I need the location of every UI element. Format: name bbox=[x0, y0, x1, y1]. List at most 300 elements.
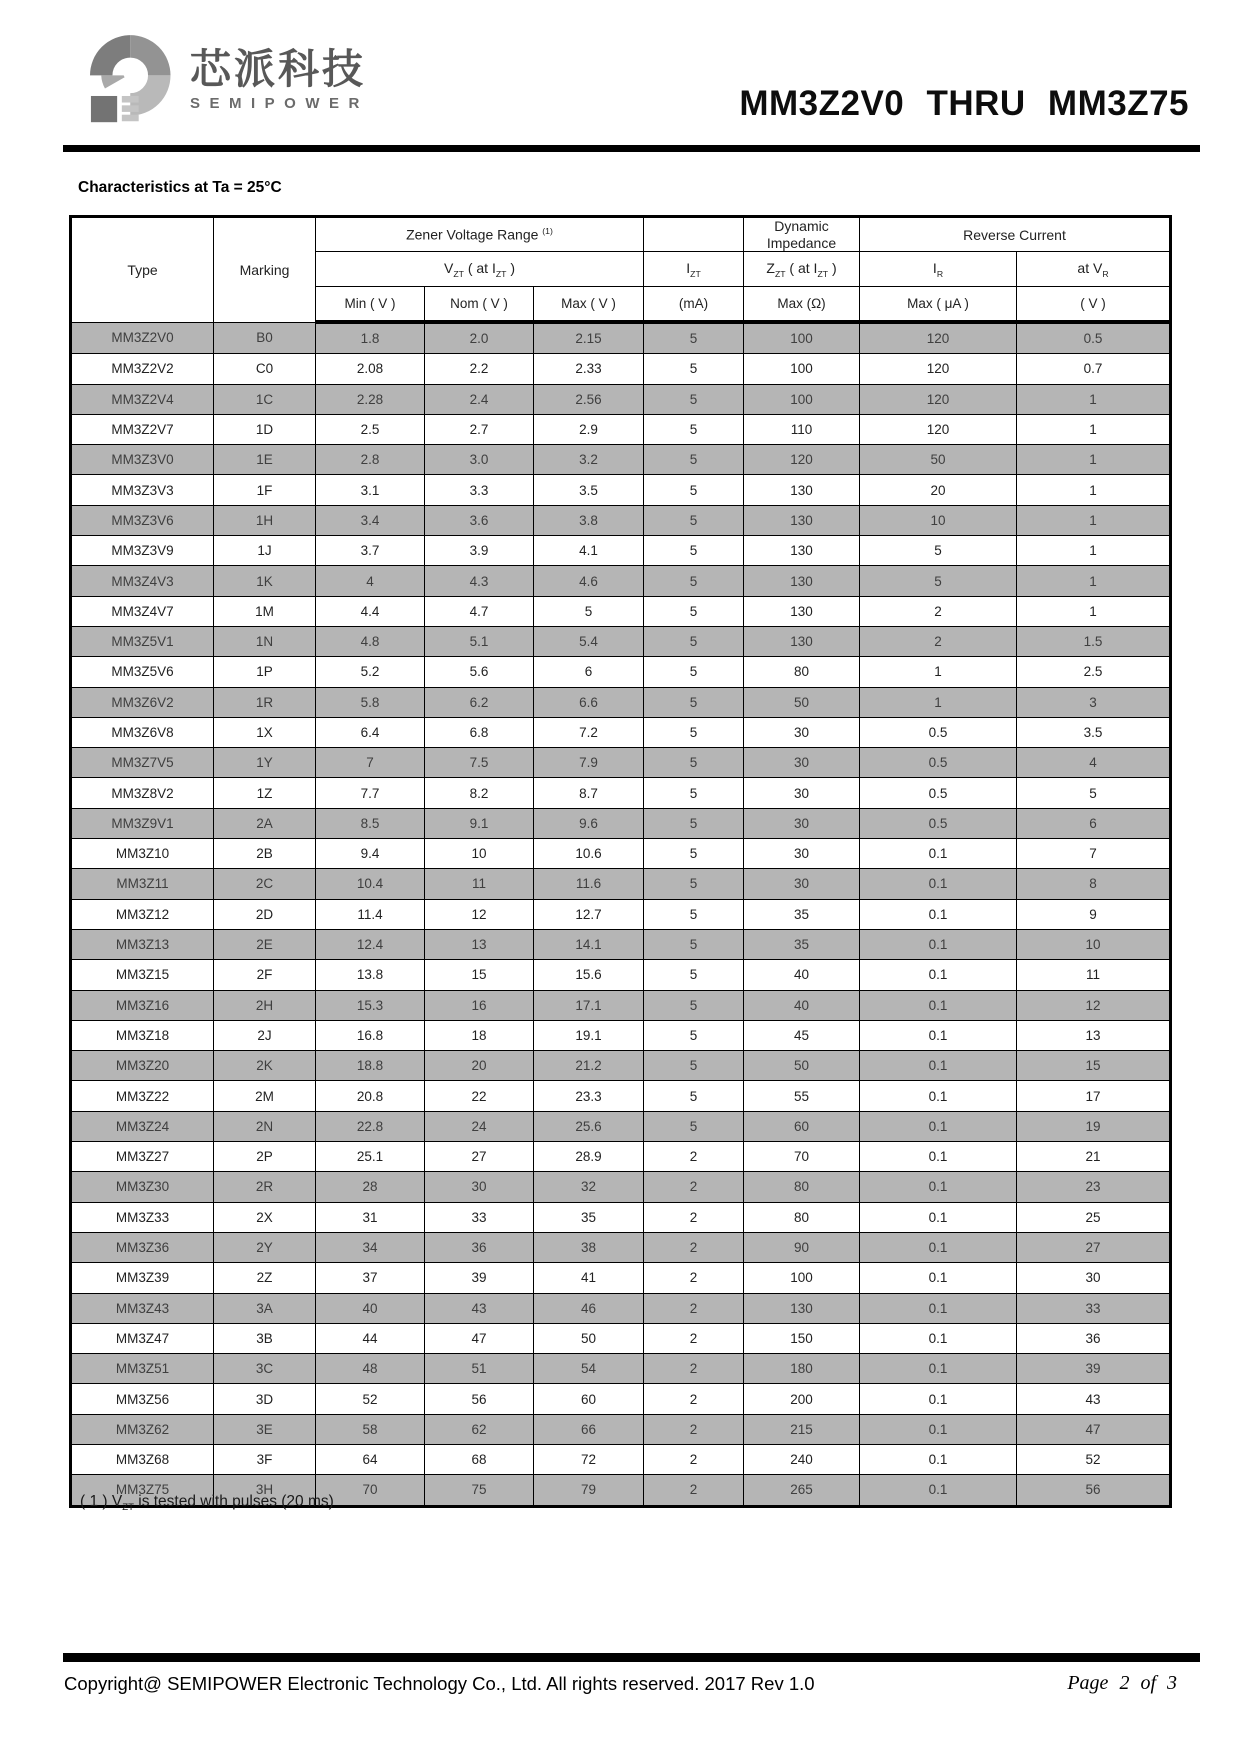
table-cell: 1D bbox=[214, 414, 316, 444]
table-cell: 10 bbox=[860, 505, 1017, 535]
table-cell: 5 bbox=[644, 687, 744, 717]
table-cell: 2.5 bbox=[316, 414, 425, 444]
table-cell: 70 bbox=[316, 1475, 425, 1506]
table-cell: 23.3 bbox=[534, 1081, 644, 1111]
table-cell: 0.5 bbox=[1017, 322, 1171, 354]
header-izt: $I_{ZT}$ bbox=[644, 252, 744, 287]
table-cell: 0.1 bbox=[860, 1051, 1017, 1081]
table-cell: 21.2 bbox=[534, 1051, 644, 1081]
table-cell: 3.4 bbox=[316, 505, 425, 535]
table-cell: 56 bbox=[1017, 1475, 1171, 1506]
table-cell: 30 bbox=[744, 748, 860, 778]
table-cell: MM3Z2V7 bbox=[71, 414, 214, 444]
table-row bbox=[71, 1263, 1171, 1293]
table-cell: 3.5 bbox=[1017, 717, 1171, 747]
table-row bbox=[71, 778, 1171, 808]
table-cell: 2X bbox=[214, 1202, 316, 1232]
table-cell: 5 bbox=[534, 596, 644, 626]
table-cell: 3C bbox=[214, 1354, 316, 1384]
table-cell: 38 bbox=[534, 1232, 644, 1262]
table-cell: 5 bbox=[644, 384, 744, 414]
table-cell: 120 bbox=[860, 414, 1017, 444]
table-cell: MM3Z4V3 bbox=[71, 566, 214, 596]
header-spacer-cell bbox=[644, 217, 744, 252]
table-cell: 2 bbox=[644, 1354, 744, 1384]
table-cell: 9.4 bbox=[316, 839, 425, 869]
table-cell: 0.7 bbox=[1017, 354, 1171, 384]
semipower-logo-icon bbox=[90, 34, 178, 128]
table-row bbox=[71, 1142, 1171, 1172]
table-cell: 3.3 bbox=[425, 475, 534, 505]
table-cell: 0.1 bbox=[860, 1202, 1017, 1232]
table-cell: 5 bbox=[644, 869, 744, 899]
table-cell: 5 bbox=[644, 929, 744, 959]
table-cell: 47 bbox=[425, 1323, 534, 1353]
table-cell: 2R bbox=[214, 1172, 316, 1202]
table-cell: MM3Z12 bbox=[71, 899, 214, 929]
table-cell: 27 bbox=[1017, 1232, 1171, 1262]
table-cell: 2Y bbox=[214, 1232, 316, 1262]
table-cell: 4.3 bbox=[425, 566, 534, 596]
table-cell: 0.1 bbox=[860, 990, 1017, 1020]
table-row bbox=[71, 1081, 1171, 1111]
table-cell: MM3Z3V6 bbox=[71, 505, 214, 535]
table-cell: 5 bbox=[644, 839, 744, 869]
table-cell: 3F bbox=[214, 1444, 316, 1474]
table-cell: MM3Z33 bbox=[71, 1202, 214, 1232]
table-cell: MM3Z2V4 bbox=[71, 384, 214, 414]
table-cell: 200 bbox=[744, 1384, 860, 1414]
table-row bbox=[71, 1232, 1171, 1262]
table-cell: 33 bbox=[425, 1202, 534, 1232]
table-cell: 19 bbox=[1017, 1111, 1171, 1141]
table-cell: 5.1 bbox=[425, 626, 534, 656]
table-cell: 0.1 bbox=[860, 1020, 1017, 1050]
table-cell: 265 bbox=[744, 1475, 860, 1506]
table-cell: 4 bbox=[1017, 748, 1171, 778]
table-cell: 2.4 bbox=[425, 384, 534, 414]
table-cell: MM3Z27 bbox=[71, 1142, 214, 1172]
table-cell: 47 bbox=[1017, 1414, 1171, 1444]
table-cell: 32 bbox=[534, 1172, 644, 1202]
table-cell: 6.6 bbox=[534, 687, 644, 717]
table-cell: 27 bbox=[425, 1142, 534, 1172]
table-cell: 15.6 bbox=[534, 960, 644, 990]
table-cell: 1 bbox=[1017, 596, 1171, 626]
table-cell: 2.0 bbox=[425, 322, 534, 354]
table-cell: 5 bbox=[644, 717, 744, 747]
table-cell: 2 bbox=[644, 1172, 744, 1202]
table-cell: 5.4 bbox=[534, 626, 644, 656]
table-cell: 2P bbox=[214, 1142, 316, 1172]
table-cell: 1H bbox=[214, 505, 316, 535]
table-cell: 1 bbox=[1017, 475, 1171, 505]
table-cell: 6.2 bbox=[425, 687, 534, 717]
table-cell: 5 bbox=[644, 445, 744, 475]
table-row bbox=[71, 1323, 1171, 1353]
table-cell: MM3Z20 bbox=[71, 1051, 214, 1081]
table-cell: 120 bbox=[860, 384, 1017, 414]
table-cell: MM3Z10 bbox=[71, 839, 214, 869]
table-cell: 30 bbox=[744, 778, 860, 808]
table-cell: 5 bbox=[644, 505, 744, 535]
document-title: MM3Z2V0 THRU MM3Z75 bbox=[739, 84, 1189, 123]
table-cell: 4.1 bbox=[534, 536, 644, 566]
table-cell: 5 bbox=[644, 626, 744, 656]
table-cell: 13 bbox=[425, 929, 534, 959]
table-cell: 17.1 bbox=[534, 990, 644, 1020]
table-cell: 2N bbox=[214, 1111, 316, 1141]
table-cell: 24 bbox=[425, 1111, 534, 1141]
header-ir: $I_R$ bbox=[860, 252, 1017, 287]
table-cell: MM3Z18 bbox=[71, 1020, 214, 1050]
table-cell: MM3Z9V1 bbox=[71, 808, 214, 838]
table-cell: 2 bbox=[644, 1232, 744, 1262]
table-cell: 37 bbox=[316, 1263, 425, 1293]
table-row bbox=[71, 536, 1171, 566]
table-cell: 6.8 bbox=[425, 717, 534, 747]
table-cell: MM3Z5V6 bbox=[71, 657, 214, 687]
table-cell: 45 bbox=[744, 1020, 860, 1050]
table-cell: 25.6 bbox=[534, 1111, 644, 1141]
table-cell: 3B bbox=[214, 1323, 316, 1353]
table-cell: 0.1 bbox=[860, 1081, 1017, 1111]
table-cell: 30 bbox=[425, 1172, 534, 1202]
table-cell: 2 bbox=[860, 596, 1017, 626]
table-cell: 5 bbox=[644, 1020, 744, 1050]
table-row bbox=[71, 1293, 1171, 1323]
table-cell: 2M bbox=[214, 1081, 316, 1111]
table-cell: 2H bbox=[214, 990, 316, 1020]
table-row bbox=[71, 1051, 1171, 1081]
characteristics-table bbox=[69, 215, 1172, 1508]
table-cell: 35 bbox=[534, 1202, 644, 1232]
table-row bbox=[71, 414, 1171, 444]
table-cell: 34 bbox=[316, 1232, 425, 1262]
table-cell: 8.7 bbox=[534, 778, 644, 808]
table-cell: 75 bbox=[425, 1475, 534, 1506]
table-cell: 0.1 bbox=[860, 1323, 1017, 1353]
table-cell: 1N bbox=[214, 626, 316, 656]
table-cell: 4.8 bbox=[316, 626, 425, 656]
table-cell: 1Z bbox=[214, 778, 316, 808]
table-cell: 2J bbox=[214, 1020, 316, 1050]
table-cell: 11.6 bbox=[534, 869, 644, 899]
table-cell: MM3Z24 bbox=[71, 1111, 214, 1141]
table-cell: 9.1 bbox=[425, 808, 534, 838]
table-cell: 9.6 bbox=[534, 808, 644, 838]
table-cell: 39 bbox=[425, 1263, 534, 1293]
table-row bbox=[71, 626, 1171, 656]
table-cell: 2D bbox=[214, 899, 316, 929]
table-cell: 1Y bbox=[214, 748, 316, 778]
table-cell: 43 bbox=[1017, 1384, 1171, 1414]
table-row bbox=[71, 1444, 1171, 1474]
table-cell: 15 bbox=[425, 960, 534, 990]
table-cell: 6.4 bbox=[316, 717, 425, 747]
table-row bbox=[71, 839, 1171, 869]
table-cell: 2B bbox=[214, 839, 316, 869]
table-cell: 9 bbox=[1017, 899, 1171, 929]
table-cell: B0 bbox=[214, 322, 316, 354]
table-cell: MM3Z3V3 bbox=[71, 475, 214, 505]
table-cell: 3 bbox=[1017, 687, 1171, 717]
logo-english-name: SEMIPOWER bbox=[190, 95, 369, 113]
table-cell: 5 bbox=[644, 1051, 744, 1081]
table-cell: 2E bbox=[214, 929, 316, 959]
table-cell: 2.8 bbox=[316, 445, 425, 475]
table-cell: 0.1 bbox=[860, 869, 1017, 899]
table-cell: 2.08 bbox=[316, 354, 425, 384]
table-cell: 2K bbox=[214, 1051, 316, 1081]
table-cell: 3.5 bbox=[534, 475, 644, 505]
table-cell: 0.1 bbox=[860, 1232, 1017, 1262]
table-cell: 0.5 bbox=[860, 778, 1017, 808]
table-cell: 4.7 bbox=[425, 596, 534, 626]
table-cell: 1J bbox=[214, 536, 316, 566]
table-cell: 110 bbox=[744, 414, 860, 444]
table-cell: 80 bbox=[744, 1202, 860, 1232]
table-row bbox=[71, 1354, 1171, 1384]
table-cell: 16 bbox=[425, 990, 534, 1020]
table-cell: 35 bbox=[744, 899, 860, 929]
table-cell: 1E bbox=[214, 445, 316, 475]
table-cell: 2Z bbox=[214, 1263, 316, 1293]
table-cell: 240 bbox=[744, 1444, 860, 1474]
table-cell: MM3Z43 bbox=[71, 1293, 214, 1323]
table-cell: MM3Z36 bbox=[71, 1232, 214, 1262]
table-cell: 3.8 bbox=[534, 505, 644, 535]
table-cell: MM3Z39 bbox=[71, 1263, 214, 1293]
table-cell: 215 bbox=[744, 1414, 860, 1444]
table-cell: 130 bbox=[744, 475, 860, 505]
table-cell: 36 bbox=[425, 1232, 534, 1262]
table-cell: 100 bbox=[744, 322, 860, 354]
table-cell: 18 bbox=[425, 1020, 534, 1050]
table-row bbox=[71, 1414, 1171, 1444]
table-cell: 55 bbox=[744, 1081, 860, 1111]
table-cell: 0.1 bbox=[860, 899, 1017, 929]
table-cell: 130 bbox=[744, 596, 860, 626]
table-cell: 52 bbox=[316, 1384, 425, 1414]
table-cell: 1F bbox=[214, 475, 316, 505]
table-cell: 5 bbox=[644, 596, 744, 626]
table-cell: 3.2 bbox=[534, 445, 644, 475]
table-cell: 120 bbox=[744, 445, 860, 475]
table-cell: 5 bbox=[644, 778, 744, 808]
table-cell: 1 bbox=[1017, 384, 1171, 414]
table-cell: 40 bbox=[316, 1293, 425, 1323]
table-cell: MM3Z68 bbox=[71, 1444, 214, 1474]
table-cell: MM3Z3V9 bbox=[71, 536, 214, 566]
header-vzt: $V_{ZT}$ ( at $I_{ZT}$ ) bbox=[316, 252, 644, 287]
table-cell: 11.4 bbox=[316, 899, 425, 929]
table-cell: 5 bbox=[644, 566, 744, 596]
table-cell: 5 bbox=[644, 990, 744, 1020]
table-cell: 5 bbox=[644, 536, 744, 566]
table-cell: 80 bbox=[744, 1172, 860, 1202]
table-cell: 2A bbox=[214, 808, 316, 838]
table-row bbox=[71, 717, 1171, 747]
table-cell: MM3Z11 bbox=[71, 869, 214, 899]
table-cell: 3.1 bbox=[316, 475, 425, 505]
table-cell: 1 bbox=[860, 687, 1017, 717]
table-header bbox=[71, 217, 1171, 323]
table-cell: 2.56 bbox=[534, 384, 644, 414]
header-nom-v: Nom ( V ) bbox=[425, 287, 534, 323]
table-cell: 2 bbox=[644, 1444, 744, 1474]
table-cell: 100 bbox=[744, 384, 860, 414]
table-cell: 25.1 bbox=[316, 1142, 425, 1172]
table-cell: MM3Z30 bbox=[71, 1172, 214, 1202]
table-cell: 2 bbox=[644, 1263, 744, 1293]
table-cell: 5 bbox=[1017, 778, 1171, 808]
table-cell: 130 bbox=[744, 505, 860, 535]
company-logo bbox=[90, 34, 369, 128]
table-cell: 0.1 bbox=[860, 1293, 1017, 1323]
table-cell: 0.1 bbox=[860, 1384, 1017, 1414]
table-cell: 1 bbox=[1017, 566, 1171, 596]
table-row bbox=[71, 1111, 1171, 1141]
table-cell: 64 bbox=[316, 1444, 425, 1474]
table-cell: 8 bbox=[1017, 869, 1171, 899]
table-cell: 20.8 bbox=[316, 1081, 425, 1111]
header-group-row bbox=[71, 217, 1171, 252]
header-max-v: Max ( V ) bbox=[534, 287, 644, 323]
table-cell: 2 bbox=[860, 626, 1017, 656]
table-row bbox=[71, 475, 1171, 505]
table-cell: 52 bbox=[1017, 1444, 1171, 1474]
table-cell: 11 bbox=[1017, 960, 1171, 990]
table-row bbox=[71, 566, 1171, 596]
table-cell: 41 bbox=[534, 1263, 644, 1293]
table-cell: 2 bbox=[644, 1384, 744, 1414]
table-cell: 5 bbox=[644, 1111, 744, 1141]
table-cell: 10.4 bbox=[316, 869, 425, 899]
table-cell: 3A bbox=[214, 1293, 316, 1323]
table-cell: 2.9 bbox=[534, 414, 644, 444]
table-row bbox=[71, 990, 1171, 1020]
table-cell: MM3Z4V7 bbox=[71, 596, 214, 626]
logo-chinese-name: 芯派科技 bbox=[190, 46, 366, 92]
table-cell: MM3Z75 bbox=[71, 1475, 214, 1506]
footer-divider bbox=[63, 1653, 1200, 1662]
table-cell: 5 bbox=[644, 808, 744, 838]
table-cell: 1P bbox=[214, 657, 316, 687]
table-cell: C0 bbox=[214, 354, 316, 384]
header-min-v: Min ( V ) bbox=[316, 287, 425, 323]
table-row bbox=[71, 1202, 1171, 1232]
table-cell: 2 bbox=[644, 1414, 744, 1444]
table-cell: 1M bbox=[214, 596, 316, 626]
table-cell: 0.1 bbox=[860, 1444, 1017, 1474]
table-cell: 50 bbox=[534, 1323, 644, 1353]
table-cell: 5 bbox=[644, 960, 744, 990]
table-cell: 0.1 bbox=[860, 960, 1017, 990]
table-cell: 4 bbox=[316, 566, 425, 596]
table-cell: 2.5 bbox=[1017, 657, 1171, 687]
table-cell: 5 bbox=[644, 322, 744, 354]
table-row bbox=[71, 1172, 1171, 1202]
table-cell: 35 bbox=[744, 929, 860, 959]
table-cell: 50 bbox=[744, 687, 860, 717]
header-type: Type bbox=[71, 217, 214, 323]
header-zzt: $Z_{ZT}$ ( at $I_{ZT}$ ) bbox=[744, 252, 860, 287]
table-cell: 1.5 bbox=[1017, 626, 1171, 656]
table-cell: 54 bbox=[534, 1354, 644, 1384]
table-cell: 0.1 bbox=[860, 839, 1017, 869]
table-cell: 1X bbox=[214, 717, 316, 747]
table-cell: 0.1 bbox=[860, 1111, 1017, 1141]
table-cell: 1 bbox=[1017, 445, 1171, 475]
table-cell: 0.5 bbox=[860, 748, 1017, 778]
table-cell: 10 bbox=[1017, 929, 1171, 959]
table-cell: 60 bbox=[744, 1111, 860, 1141]
footer-page-number: Page 2 of 3 bbox=[1067, 1672, 1177, 1694]
header-zener-voltage-range: Zener Voltage Range $^{(1)}$ bbox=[316, 217, 644, 252]
table-cell: 43 bbox=[425, 1293, 534, 1323]
table-cell: 2 bbox=[644, 1293, 744, 1323]
table-cell: 48 bbox=[316, 1354, 425, 1384]
table-cell: 12 bbox=[425, 899, 534, 929]
table-cell: 0.5 bbox=[860, 717, 1017, 747]
table-cell: 30 bbox=[744, 869, 860, 899]
table-cell: 130 bbox=[744, 536, 860, 566]
table-cell: 23 bbox=[1017, 1172, 1171, 1202]
table-cell: 0.5 bbox=[860, 808, 1017, 838]
table-cell: 56 bbox=[425, 1384, 534, 1414]
header-marking: Marking bbox=[214, 217, 316, 323]
table-cell: 0.1 bbox=[860, 1142, 1017, 1172]
table-cell: 3.9 bbox=[425, 536, 534, 566]
table-row bbox=[71, 960, 1171, 990]
table-cell: 7 bbox=[1017, 839, 1171, 869]
table-cell: 80 bbox=[744, 657, 860, 687]
table-row bbox=[71, 869, 1171, 899]
table-row bbox=[71, 445, 1171, 475]
table-cell: 22.8 bbox=[316, 1111, 425, 1141]
table-cell: 7.7 bbox=[316, 778, 425, 808]
table-cell: 4.6 bbox=[534, 566, 644, 596]
table-cell: 1 bbox=[1017, 505, 1171, 535]
table-cell: 2F bbox=[214, 960, 316, 990]
table-cell: 6 bbox=[1017, 808, 1171, 838]
table-cell: 79 bbox=[534, 1475, 644, 1506]
table-cell: 1 bbox=[1017, 414, 1171, 444]
table-cell: MM3Z22 bbox=[71, 1081, 214, 1111]
table-row bbox=[71, 322, 1171, 354]
table-cell: 5 bbox=[860, 536, 1017, 566]
table-cell: 31 bbox=[316, 1202, 425, 1232]
table-cell: 5 bbox=[644, 414, 744, 444]
table-cell: 1R bbox=[214, 687, 316, 717]
table-cell: 15 bbox=[1017, 1051, 1171, 1081]
table-cell: 4.4 bbox=[316, 596, 425, 626]
table-cell: 12 bbox=[1017, 990, 1171, 1020]
table-cell: 3.0 bbox=[425, 445, 534, 475]
table-cell: 150 bbox=[744, 1323, 860, 1353]
logo-text bbox=[190, 34, 369, 112]
table-cell: MM3Z13 bbox=[71, 929, 214, 959]
table-cell: 50 bbox=[860, 445, 1017, 475]
table-cell: 15.3 bbox=[316, 990, 425, 1020]
table-cell: 7.9 bbox=[534, 748, 644, 778]
header-max-ohm: Max (Ω) bbox=[744, 287, 860, 323]
table-cell: 22 bbox=[425, 1081, 534, 1111]
table-cell: MM3Z62 bbox=[71, 1414, 214, 1444]
table-row bbox=[71, 657, 1171, 687]
table-cell: 100 bbox=[744, 1263, 860, 1293]
